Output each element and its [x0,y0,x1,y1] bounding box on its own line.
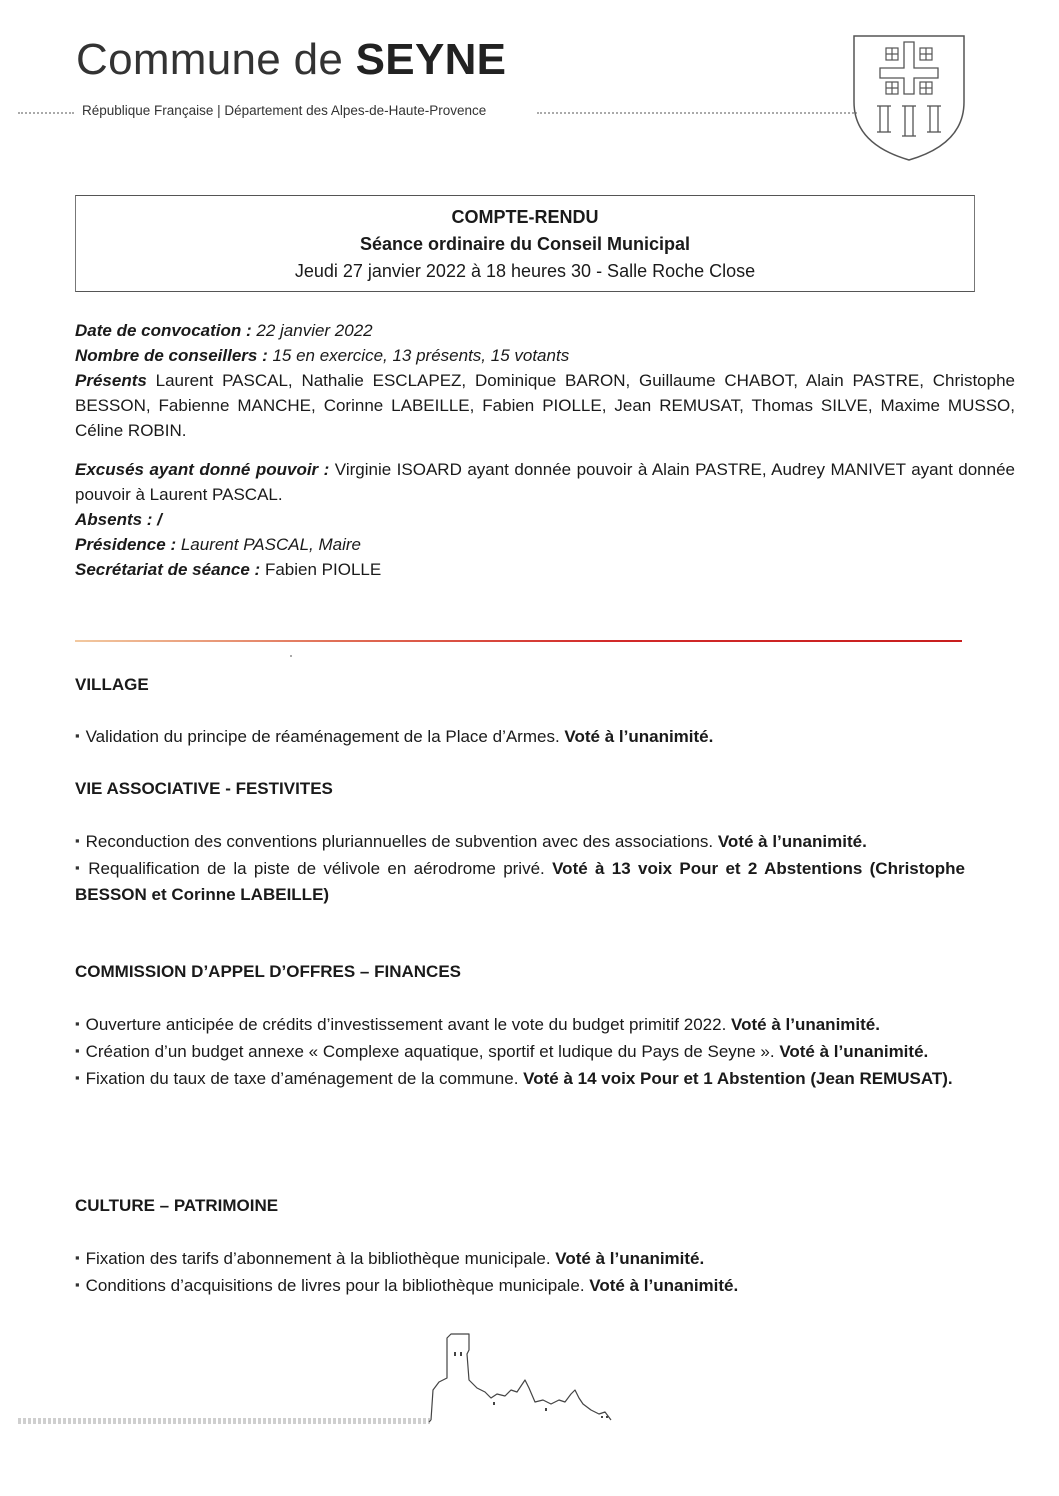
page-title [76,32,506,88]
presidence-value: Laurent PASCAL, Maire [180,535,361,554]
convocation-value: 22 janvier 2022 [256,321,373,340]
bullet: ▪ [75,833,80,848]
dotted-rule-left [18,112,74,114]
item-vote: Voté à l’unanimité. [589,1276,739,1295]
presidence-line [75,532,1015,557]
bullet: ▪ [75,1070,80,1085]
list-item [75,828,965,855]
conseillers-value: 15 en exercice, 13 présents, 15 votants [272,346,570,365]
bullet: ▪ [75,1016,80,1031]
meeting-info [75,318,1015,582]
bullet: ▪ [75,1277,80,1292]
item-vote: Voté à l’unanimité. [731,1015,880,1034]
excuses-line [75,457,1015,507]
title-prefix: Commune de [76,35,356,84]
section-items-village [75,723,965,750]
list-item [75,855,965,908]
item-vote: Voté à l’unanimité. [555,1249,705,1268]
section-items-culture [75,1245,965,1299]
bullet: ▪ [75,1043,80,1058]
conseillers-line [75,343,1015,368]
presents-line [75,368,1015,443]
coat-of-arms-icon [850,32,968,164]
absents-line [75,507,1015,532]
secretariat-value: Fabien PIOLLE [264,560,382,579]
item-vote: Voté à l’unanimité. [717,832,867,851]
item-text: Validation du principe de réaménagement de la Place d’Armes. [85,727,565,746]
bullet: ▪ [75,1250,80,1265]
bullet: ▪ [75,860,83,875]
secretariat-label: Secrétariat de séance : [75,560,265,579]
section-items-commission-finances [75,1011,965,1092]
absents-label: Absents : / [75,510,162,529]
secretariat-line [75,557,1015,582]
footer-dotted-rule [18,1418,430,1424]
item-vote: Voté à l’unanimité. [564,727,714,746]
item-text: Conditions d’acquisitions de livres pour la bibliothèque municipale. [85,1276,590,1295]
report-type: COMPTE-RENDU [451,207,599,227]
section-heading-culture: CULTURE – PATRIMOINE [75,1196,279,1215]
list-item [75,1011,965,1038]
session-datetime: Jeudi 27 janvier 2022 à 18 heures 30 - Salle Roche Close [294,261,756,281]
item-text: Requalification de la piste de vélivole en aérodrome privé. [88,859,553,878]
convocation-line [75,318,1015,343]
presidence-label: Présidence : [75,535,181,554]
item-text: Reconduction des conventions pluriannuelles de subvention avec des associations. [85,832,718,851]
bullet: ▪ [75,728,80,743]
speck [290,655,292,657]
presents-label: Présents [75,371,156,390]
section-heading-commission-finances: COMMISSION D’APPEL D’OFFRES – FINANCES [75,962,462,981]
section-heading-village: VILLAGE [75,675,149,694]
item-text: Création d’un budget annexe « Complexe aquatique, sportif et ludique du Pays de Seyne ». [85,1042,780,1061]
conseillers-label: Nombre de conseillers : [75,346,273,365]
title-commune-name: SEYNE [355,35,507,84]
list-item [75,1272,965,1299]
item-vote: Voté à l’unanimité. [779,1042,929,1061]
list-item [75,1245,965,1272]
excuses-value: Virginie ISOARD ayant donnée pouvoir à Alain PASTRE, Audrey MANIVET ayant donnée pouvoir à Laurent PASCAL. [75,460,1015,504]
item-vote: Voté à 14 voix Pour et 1 Abstention (Jean REMUSAT). [523,1069,953,1088]
list-item [75,1038,965,1065]
list-item [75,1065,965,1092]
convocation-label: Date de convocation : [75,321,257,340]
excuses-label: Excusés ayant donné pouvoir : [75,460,335,479]
item-text: Fixation des tarifs d’abonnement à la bibliothèque municipale. [85,1249,556,1268]
subtitle-row [0,101,860,125]
list-item [75,723,965,750]
castle-silhouette-icon [425,1330,625,1425]
item-vote: Voté à 13 voix Pour et 2 Abstentions (Christophe BESSON et Corinne LABEILLE) [75,859,966,904]
section-items-vie-associative [75,828,965,908]
section-divider [75,640,962,642]
report-header-box [75,195,975,292]
session-title: Séance ordinaire du Conseil Municipal [359,234,691,254]
item-text: Ouverture anticipée de crédits d’investissement avant le vote du budget primitif 2022. [85,1015,732,1034]
letterhead-subtitle: République Française | Département des Alpes-de-Haute-Provence [82,103,487,118]
presents-value: Laurent PASCAL, Nathalie ESCLAPEZ, Dominique BARON, Guillaume CHABOT, Alain PASTRE, Christophe BESSON, Fabienne MANCHE, Corinne LABEILLE, Fabien PIOLLE, Jean REMUSAT, Thomas SILVE, Maxime MUSSO, Céline ROBIN. [75,371,1015,440]
item-text: Fixation du taux de taxe d’aménagement de la commune. [85,1069,524,1088]
dotted-rule-right [537,112,857,114]
section-heading-vie-associative: VIE ASSOCIATIVE - FESTIVITES [75,779,333,798]
